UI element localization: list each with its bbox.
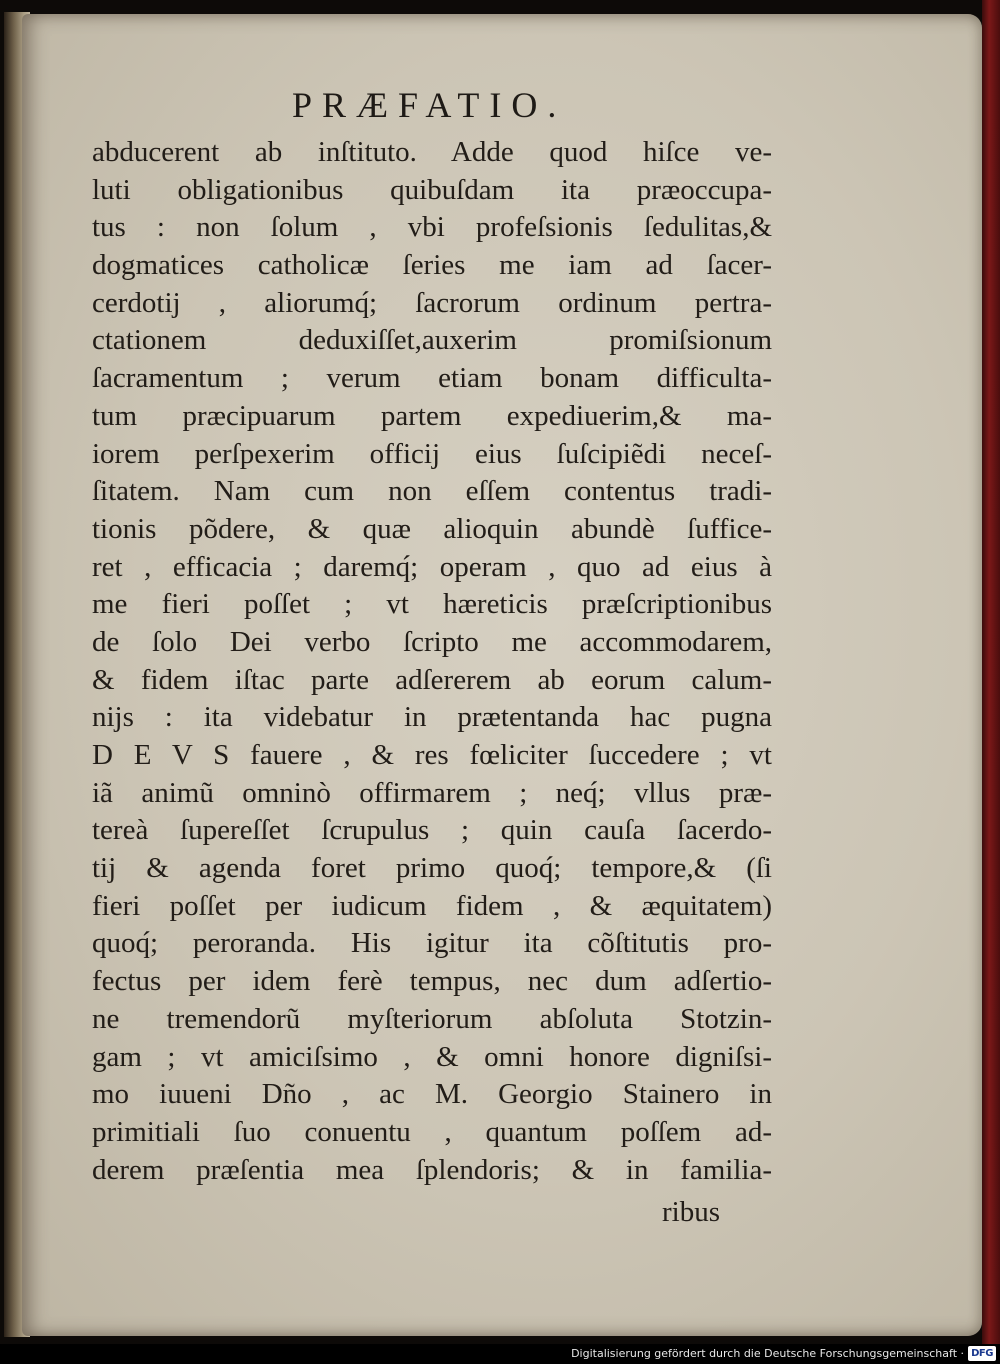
text-line: luti obligationibus quibuſdam ita præoccupa-: [92, 173, 772, 206]
funding-credit: Digitalisierung gefördert durch die Deutsche Forschungsgemeinschaft ·: [571, 1347, 964, 1360]
text-line: cerdotij , aliorumq́; ſacrorum ordinum pertra-: [92, 286, 772, 319]
text-line: fieri poſſet per iudicum fidem , & æquitatem): [92, 889, 772, 922]
text-line: gam ; vt amiciſsimo , & omni honore digniſsi-: [92, 1040, 772, 1073]
text-line: ſacramentum ; verum etiam bonam difficulta-: [92, 362, 772, 395]
page-edge-right: [982, 0, 1000, 1344]
text-line: & fidem iſtac parte adſererem ab eorum calum-: [92, 663, 772, 696]
text-line: quoq́; peroranda. His igitur ita cõſtitutis pro-: [92, 927, 772, 960]
text-line: tionis põdere, & quæ alioquin abundè ſufficе-: [92, 512, 772, 545]
text-line: abducerent ab inſtituto. Adde quod hiſce ve-: [92, 136, 772, 168]
text-line: dogmatices catholicæ ſeries me iam ad ſacer-: [92, 249, 772, 282]
text-line: de ſolo Dei verbo ſcripto me accommodarem,: [92, 625, 772, 658]
text-line: derem præſentia mea ſplendoris; & in familia-: [92, 1153, 772, 1186]
text-line: iã animũ omninò offirmarem ; neq́; vllus præ-: [92, 776, 772, 809]
text-line: ſitatem. Nam cum non eſſem contentus tradi-: [92, 475, 772, 508]
text-line: primitiali ſuo conuentu , quantum poſſem ad-: [92, 1115, 772, 1148]
text-line: tereà ſupereſſet ſcrupulus ; quin cauſa ſacerdo-: [92, 814, 772, 847]
footer-bar: [0, 1344, 1000, 1364]
text-line: iorem perſpexerim officij eius ſuſcipiẽdi neceſ-: [92, 437, 772, 470]
body-text: [92, 134, 772, 1189]
text-line: ret , efficacia ; daremq́; operam , quo ad eius à: [92, 550, 772, 583]
text-line: D E V S fauere , & res fœliciter ſuccedere ; vt: [92, 739, 772, 771]
text-line: tum præcipuarum partem expediuerim,& ma-: [92, 399, 772, 432]
text-line: fectus per idem ferè tempus, nec dum adſertio-: [92, 965, 772, 998]
text-line: mo iuueni Dño , ac M. Georgio Stainero in: [92, 1078, 772, 1111]
running-head: PRÆFATIO.: [292, 85, 567, 125]
catchword: ribus: [662, 1196, 720, 1228]
text-line: tij & agenda foret primo quoq́; tempore,& (ſi: [92, 852, 772, 885]
text-line: ctationem deduxiſſet,auxerim promiſsionum: [92, 324, 772, 357]
dfg-logo: DFG: [968, 1346, 996, 1361]
text-line: tus : non ſolum , vbi profeſsionis ſedulitas,&: [92, 211, 772, 244]
text-line: nijs : ita videbatur in prætentanda hac pugna: [92, 701, 772, 734]
text-line: ne tremendorũ myſteriorum abſoluta Stotzin-: [92, 1002, 772, 1035]
book-page: [22, 14, 982, 1336]
text-line: me fieri poſſet ; vt hæreticis præſcriptionibus: [92, 588, 772, 621]
